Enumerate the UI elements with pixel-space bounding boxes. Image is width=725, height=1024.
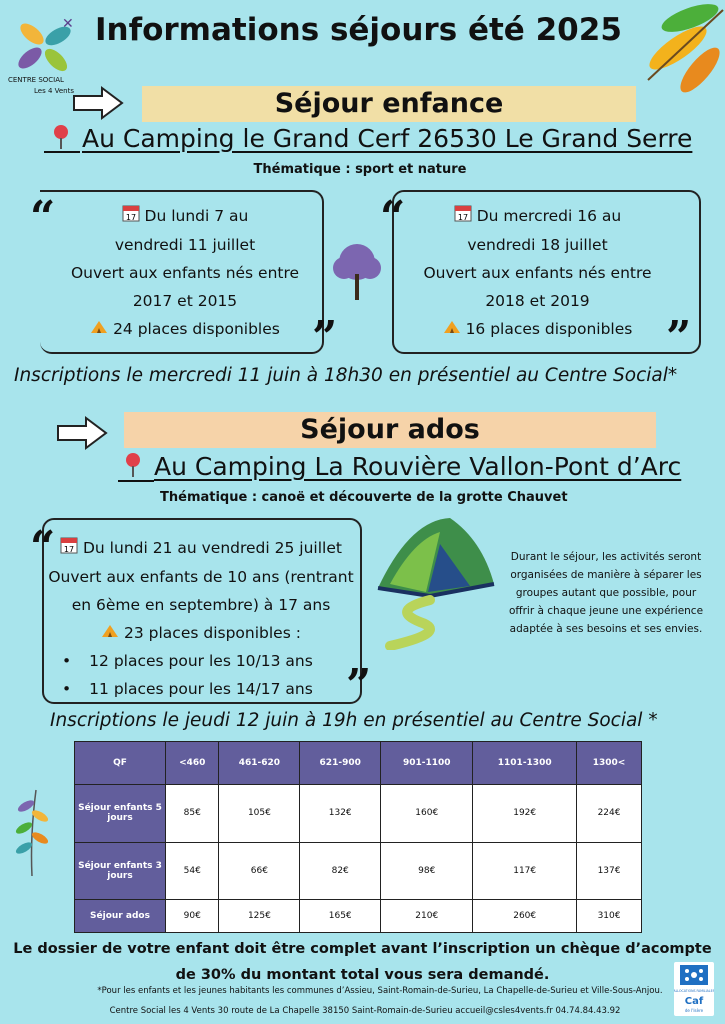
table-cell: 160€ [381, 785, 473, 843]
table-header-cell: 621-900 [300, 742, 381, 785]
theme-enfance: Thématique : sport et nature [253, 162, 467, 177]
location-enfance: Au Camping le Grand Cerf 26530 Le Grand Serre [82, 124, 693, 153]
tree-icon [330, 240, 384, 302]
logo [10, 14, 80, 76]
location-underline [44, 151, 80, 153]
map-pin-icon [124, 452, 142, 478]
table-cell: 132€ [300, 785, 381, 843]
caf-logo [674, 962, 714, 1016]
map-pin-icon [52, 124, 70, 150]
bullet-icon: • [62, 680, 72, 698]
card2-line3: Ouvert aux enfants nés entre [423, 263, 652, 282]
contact-line: Centre Social les 4 Vents 30 route de La Chapelle 38150 Saint-Romain-de-Surieu accueil@csles4vents.fr 04.74.84.43.92 [109, 1006, 621, 1016]
plant-decoration-icon [14, 786, 48, 878]
ados-bullet-1: 12 places pour les 10/13 ans [89, 652, 313, 670]
calendar-day: 17 [125, 212, 136, 222]
ados-places: 23 places disponibles : [124, 623, 301, 642]
table-cell: 137€ [577, 842, 642, 900]
logo-text-line2: Les 4 Vents [34, 87, 75, 95]
table-cell: 66€ [219, 842, 300, 900]
banner-sejour-enfance: Séjour enfance [142, 86, 636, 122]
card2-line2: vendredi 18 juillet [467, 235, 608, 254]
theme-ados: Thématique : canoë et découverte de la grotte Chauvet [160, 490, 568, 505]
ados-line1: Du lundi 21 au vendredi 25 juillet [83, 539, 342, 557]
table-cell: 210€ [381, 900, 473, 933]
table-cell: 117€ [473, 842, 577, 900]
inscription-enfance: Inscriptions le mercredi 11 juin à 18h30 en présentiel au Centre Social* [14, 365, 678, 386]
close-quote-icon: ” [666, 312, 692, 363]
caf-line3: de l'Isère [684, 1008, 704, 1013]
table-cell: 260€ [473, 900, 577, 933]
table-cell: 192€ [473, 785, 577, 843]
location-ados: Au Camping La Rouvière Vallon-Pont d’Arc [154, 452, 682, 481]
ados-side-note: Durant le séjour, les activités seront organisées de manière à séparer les groupes autant que possible, pour offrir à chaque jeune une expérience adaptée à ses besoins et ses envies. [508, 551, 704, 635]
card1-line1: Du lundi 7 au [144, 207, 249, 225]
page-title: Informations séjours été 2025 [95, 12, 622, 48]
inscription-ados: Inscriptions le jeudi 12 juin à 19h en présentiel au Centre Social * [50, 710, 658, 731]
dossier-notice: Le dossier de votre enfant doit être complet avant l’inscription un chèque d’acompte de 30% du montant total vous sera demandé. [13, 941, 712, 983]
sejour-card-1-text [70, 202, 300, 343]
table-cell: 310€ [577, 900, 642, 933]
table-cell: 125€ [219, 900, 300, 933]
table-header-cell: 461-620 [219, 742, 300, 785]
tent-icon [90, 315, 108, 343]
table-row [75, 842, 642, 900]
bullet-icon: • [62, 652, 72, 670]
caf-logo-icon [674, 962, 714, 1016]
caf-line2: Caf [684, 996, 704, 1007]
calendar-icon [60, 535, 78, 563]
card2-line1: Du mercredi 16 au [476, 207, 622, 225]
flower-logo-icon [10, 14, 80, 76]
table-cell: 224€ [577, 785, 642, 843]
price-table [74, 741, 642, 933]
table-row-label: Séjour enfants 3 jours [75, 842, 166, 900]
table-header-cell: 1101-1300 [473, 742, 577, 785]
table-cell: 165€ [300, 900, 381, 933]
table-row [75, 900, 642, 933]
sejour-card-ados-text [46, 534, 356, 703]
table-cell: 105€ [219, 785, 300, 843]
svg-text:✕: ✕ [62, 16, 74, 32]
calendar-day: 17 [457, 212, 468, 222]
calendar-icon [454, 203, 472, 231]
table-row-label: Séjour enfants 5 jours [75, 785, 166, 843]
leaves-decoration-icon [628, 0, 725, 100]
ados-bullet-2: 11 places pour les 14/17 ans [89, 680, 313, 698]
calendar-icon [122, 203, 140, 231]
table-cell: 90€ [166, 900, 219, 933]
arrow-right-icon [72, 86, 124, 120]
calendar-day: 17 [63, 544, 75, 554]
card1-line3: Ouvert aux enfants nés entre [70, 263, 300, 282]
card2-line4: 2018 et 2019 [485, 291, 590, 310]
banner-sejour-ados: Séjour ados [124, 412, 656, 448]
table-header-cell: 901-1100 [381, 742, 473, 785]
ados-line3: en 6ème en septembre) à 17 ans [71, 595, 331, 614]
sejour-card-2-text [410, 202, 665, 343]
table-row-label: Séjour ados [75, 900, 166, 933]
footnote: *Pour les enfants et les jeunes habitants les communes d’Assieu, Saint-Romain-de-Surieu, La Chapelle-de-Surieu et Ville-Sous-Anjou. [97, 986, 663, 996]
logo-text-line1: CENTRE SOCIAL [8, 76, 64, 84]
caf-line1: ALLOCATIONS FAMILIALES [674, 989, 714, 993]
ados-line2: Ouvert aux enfants de 10 ans (rentrant [48, 567, 354, 586]
card1-line4: 2017 et 2015 [132, 291, 238, 310]
table-cell: 82€ [300, 842, 381, 900]
open-quote-icon: “ [30, 522, 56, 573]
open-quote-icon: “ [30, 192, 56, 243]
tent-icon [101, 619, 119, 647]
close-quote-icon: ” [346, 660, 372, 711]
table-cell: 85€ [166, 785, 219, 843]
close-quote-icon: ” [312, 312, 338, 363]
table-header-cell: <460 [166, 742, 219, 785]
table-cell: 98€ [381, 842, 473, 900]
open-quote-icon: “ [380, 192, 406, 243]
tent-illustration-icon [370, 510, 500, 650]
table-header-cell: 1300< [577, 742, 642, 785]
card1-line2: vendredi 11 juillet [114, 235, 256, 254]
card1-places: 24 places disponibles [113, 319, 280, 338]
table-row [75, 785, 642, 843]
table-header-cell: QF [75, 742, 166, 785]
table-cell: 54€ [166, 842, 219, 900]
table-header-row [75, 742, 642, 785]
arrow-right-icon [56, 416, 108, 450]
tent-icon [443, 315, 461, 343]
location-underline [118, 480, 154, 482]
card2-places: 16 places disponibles [465, 319, 633, 338]
